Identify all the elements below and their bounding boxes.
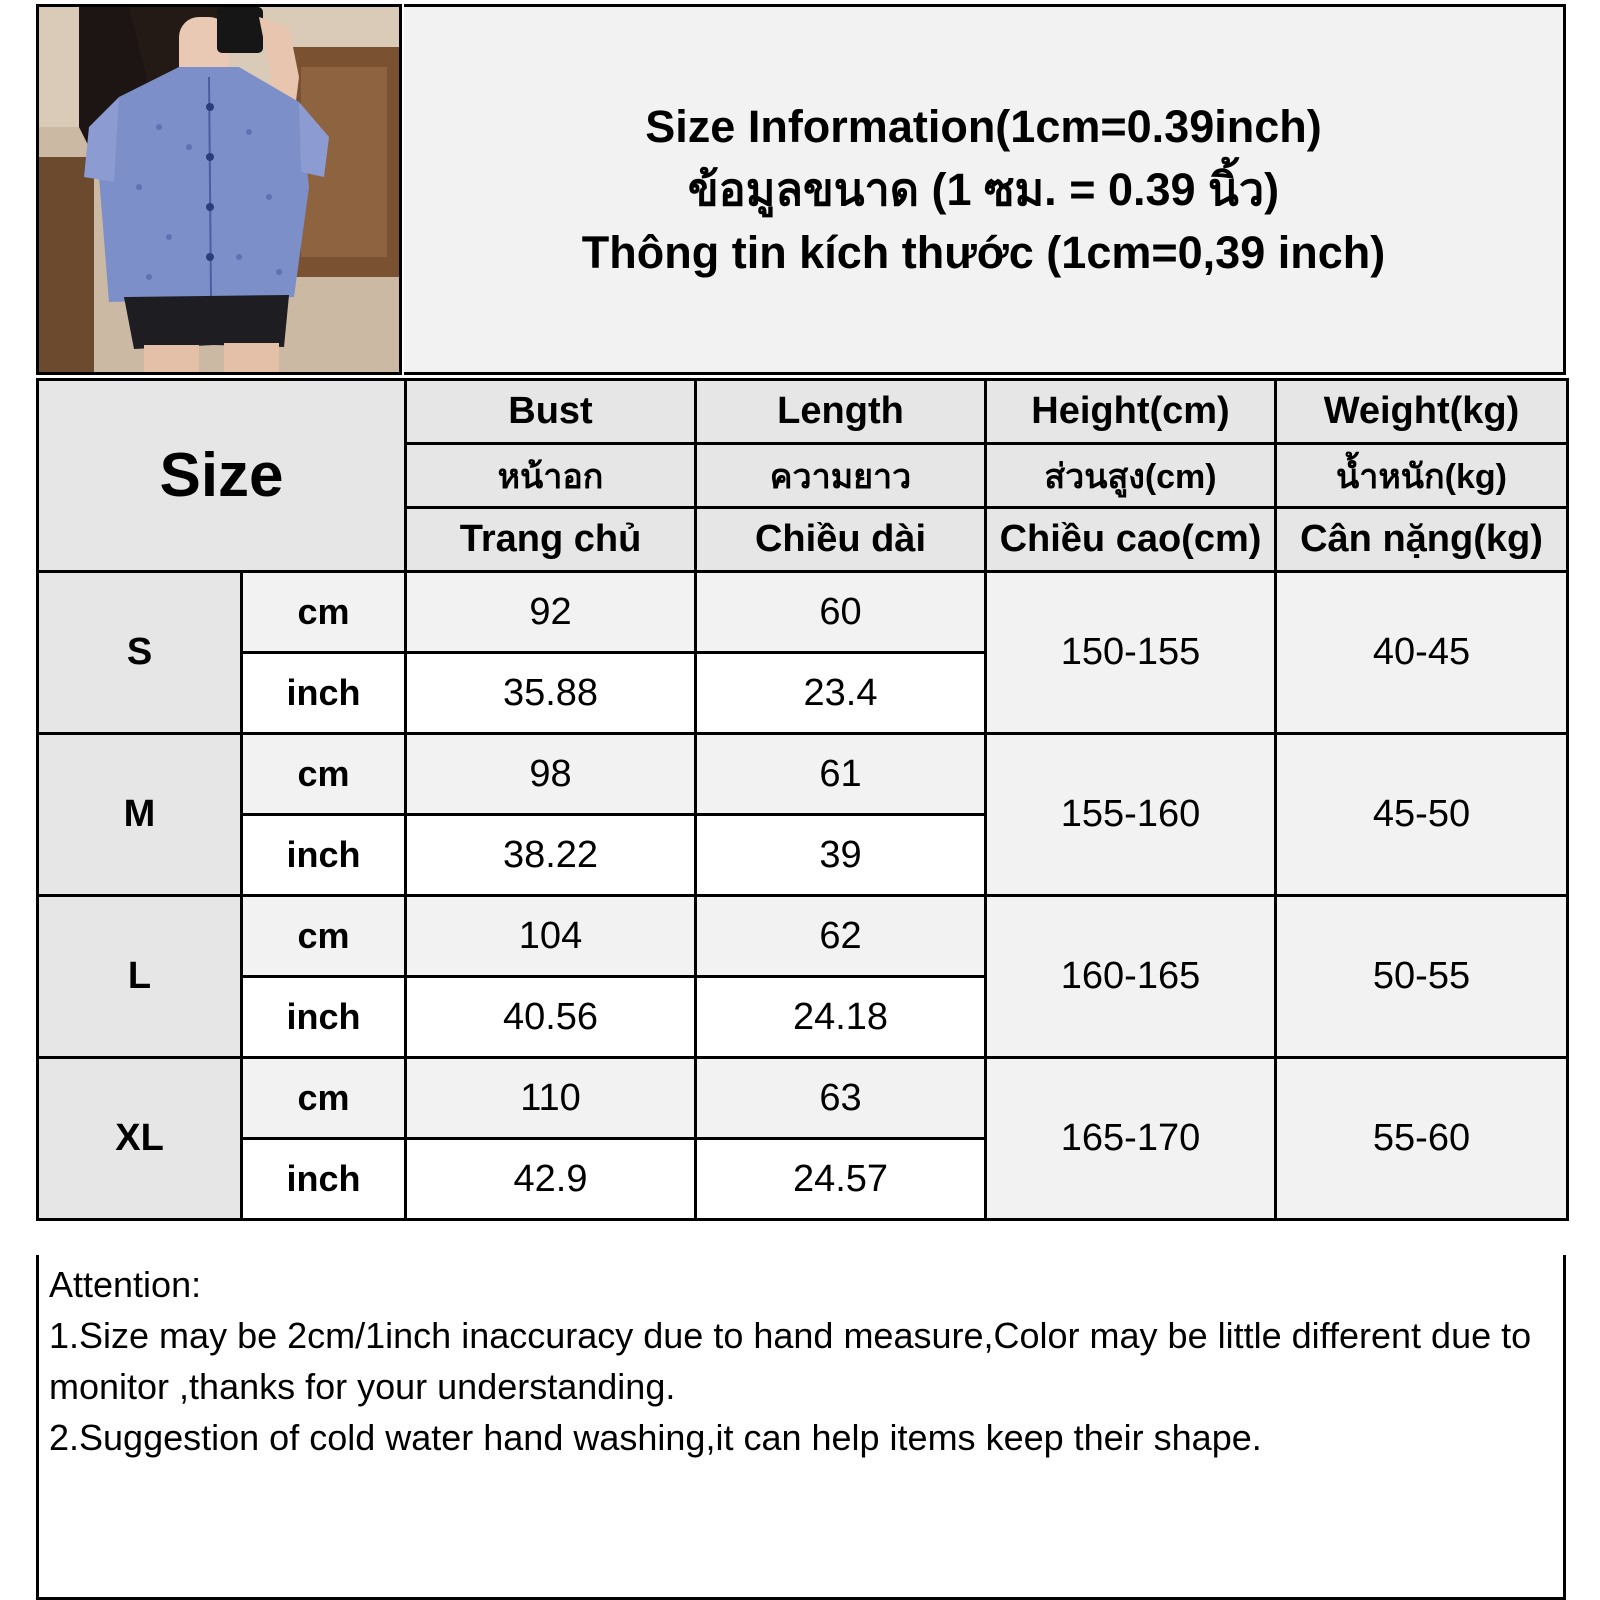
unit-inch: inch: [242, 977, 406, 1058]
size-table: [36, 378, 1569, 1221]
bust-inch-value: 38.22: [406, 815, 696, 896]
unit-cm: cm: [242, 896, 406, 977]
bust-cm-value: 98: [406, 734, 696, 815]
bust-cm-value: 104: [406, 896, 696, 977]
length-header-en: Length: [696, 380, 986, 444]
bust-header-en: Bust: [406, 380, 696, 444]
size-label: XL: [38, 1058, 242, 1220]
product-photo: [36, 4, 402, 375]
length-inch-value: 24.18: [696, 977, 986, 1058]
length-cm-value: 60: [696, 572, 986, 653]
bust-inch-value: 40.56: [406, 977, 696, 1058]
length-cm-value: 63: [696, 1058, 986, 1139]
weight-range: 40-45: [1276, 572, 1568, 734]
product-photo-image: [39, 7, 399, 372]
bust-header-vi: Trang chủ: [406, 508, 696, 572]
weight-header-vi: Cân nặng(kg): [1276, 508, 1568, 572]
unit-cm: cm: [242, 734, 406, 815]
length-cm-value: 62: [696, 896, 986, 977]
length-inch-value: 24.57: [696, 1139, 986, 1220]
length-header-th: ความยาว: [696, 444, 986, 508]
weight-header-en: Weight(kg): [1276, 380, 1568, 444]
bust-cm-value: 92: [406, 572, 696, 653]
table-row: [38, 734, 1568, 815]
height-header-en: Height(cm): [986, 380, 1276, 444]
table-row: [38, 896, 1568, 977]
bust-inch-value: 42.9: [406, 1139, 696, 1220]
table-row: [38, 572, 1568, 653]
height-header-vi: Chiều cao(cm): [986, 508, 1276, 572]
unit-cm: cm: [242, 572, 406, 653]
length-inch-value: 23.4: [696, 653, 986, 734]
weight-range: 55-60: [1276, 1058, 1568, 1220]
note-item: 2.Suggestion of cold water hand washing,it can help items keep their shape.: [49, 1417, 1262, 1458]
height-range: 155-160: [986, 734, 1276, 896]
height-range: 150-155: [986, 572, 1276, 734]
notes-heading: Attention:: [49, 1264, 202, 1305]
size-label: M: [38, 734, 242, 896]
title-vietnamese: Thông tin kích thước (1cm=0,39 inch): [581, 227, 1386, 278]
length-inch-value: 39: [696, 815, 986, 896]
attention-notes: [36, 1255, 1566, 1600]
unit-inch: inch: [242, 1139, 406, 1220]
height-header-th: ส่วนสูง(cm): [986, 444, 1276, 508]
unit-cm: cm: [242, 1058, 406, 1139]
length-header-vi: Chiều dài: [696, 508, 986, 572]
title-english: Size Information(1cm=0.39inch): [645, 101, 1322, 152]
size-label: L: [38, 896, 242, 1058]
weight-range: 45-50: [1276, 734, 1568, 896]
table-row: [38, 1058, 1568, 1139]
length-cm-value: 61: [696, 734, 986, 815]
bust-header-th: หน้าอก: [406, 444, 696, 508]
unit-inch: inch: [242, 815, 406, 896]
weight-header-th: น้ำหนัก(kg): [1276, 444, 1568, 508]
size-information-title: [404, 4, 1566, 375]
title-thai: ข้อมูลขนาด (1 ซม. = 0.39 นิ้ว): [687, 164, 1280, 215]
bust-inch-value: 35.88: [406, 653, 696, 734]
height-range: 160-165: [986, 896, 1276, 1058]
unit-inch: inch: [242, 653, 406, 734]
size-label: S: [38, 572, 242, 734]
height-range: 165-170: [986, 1058, 1276, 1220]
size-header: Size: [38, 380, 406, 572]
note-item: 1.Size may be 2cm/1inch inaccuracy due to hand measure,Color may be little different due to monitor ,thanks for your understanding.: [49, 1315, 1532, 1407]
bust-cm-value: 110: [406, 1058, 696, 1139]
weight-range: 50-55: [1276, 896, 1568, 1058]
